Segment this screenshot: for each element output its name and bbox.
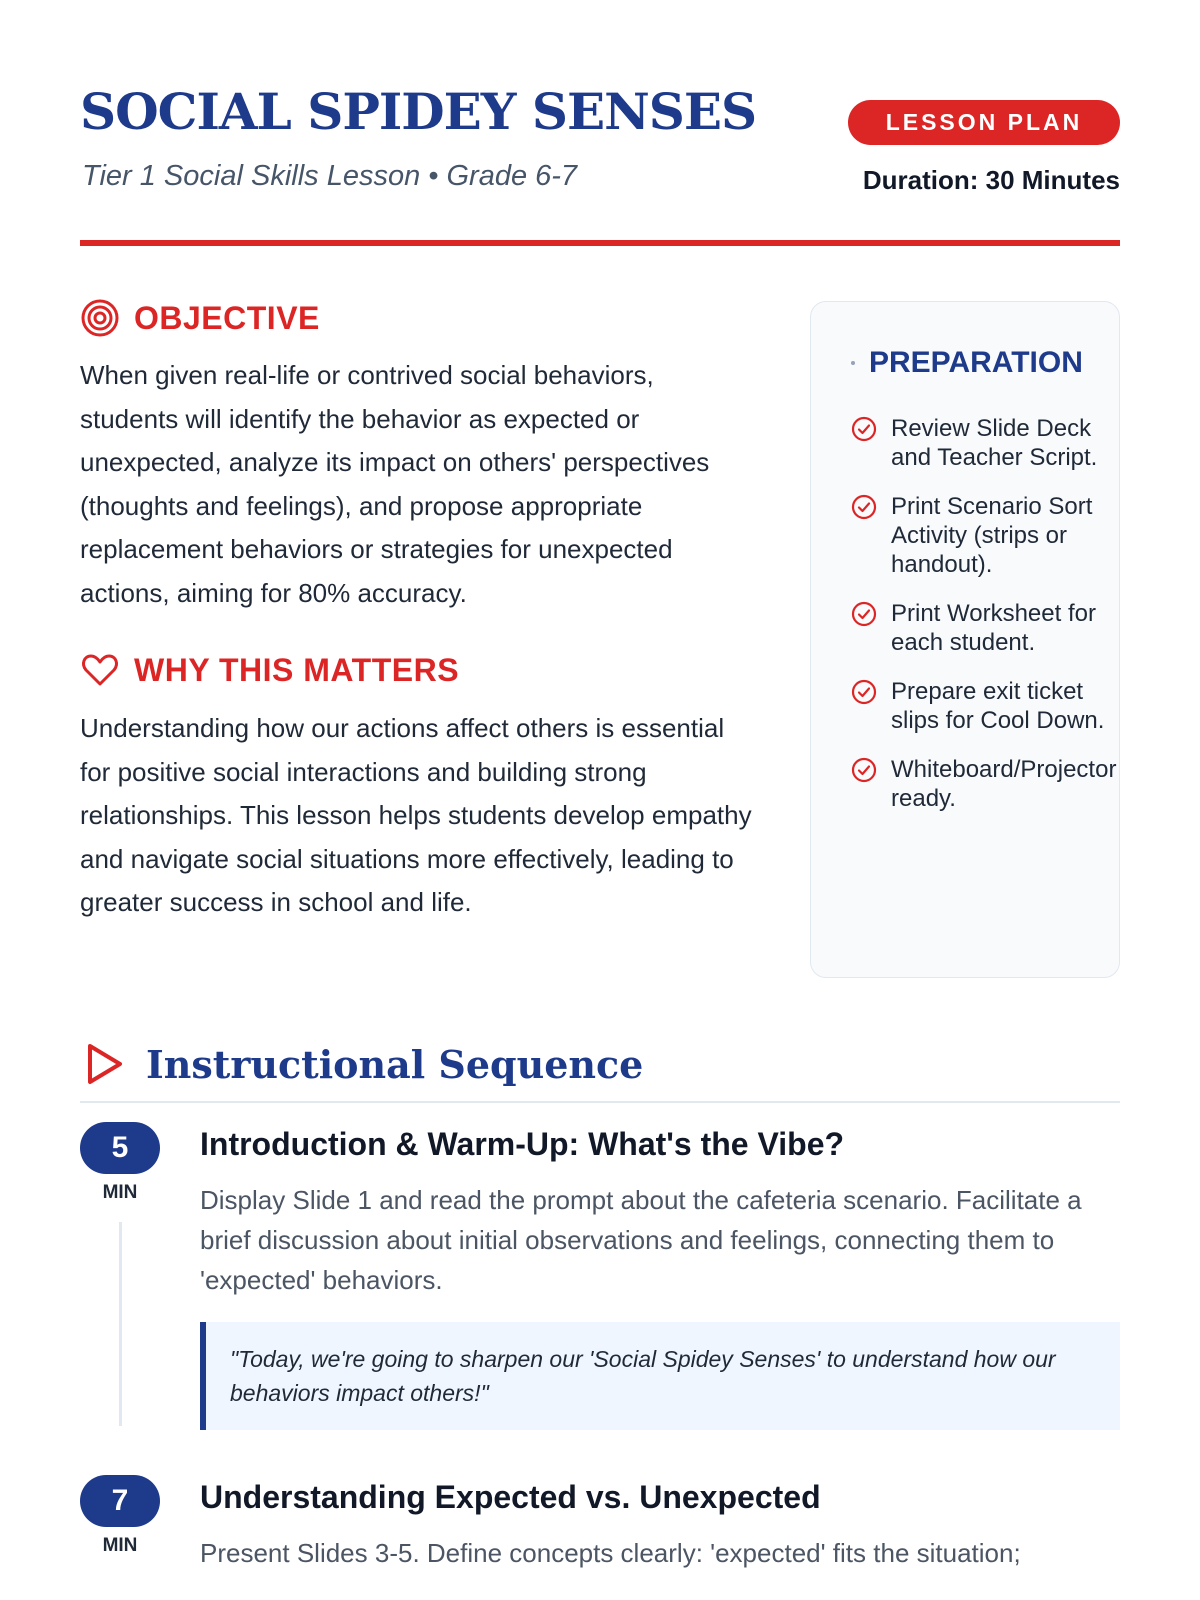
preparation-item xyxy=(851,677,1141,735)
step-timeline-line xyxy=(119,1222,122,1426)
preparation-card xyxy=(810,301,1120,978)
step-description: Present Slides 3-5. Define concepts clearly: 'expected' fits the situation; xyxy=(200,1538,1021,1568)
why-header xyxy=(80,650,459,690)
step-minutes-unit: MIN xyxy=(102,1535,138,1556)
header-divider xyxy=(80,240,1120,246)
preparation-item-text: Prepare exit ticket slips for Cool Down. xyxy=(891,678,1105,734)
check-circle-icon xyxy=(851,416,877,442)
sequence-step xyxy=(80,1475,1120,1600)
objective-heading: OBJECTIVE xyxy=(134,299,320,336)
step-title: Understanding Expected vs. Unexpected xyxy=(200,1479,821,1515)
page-subtitle: Tier 1 Social Skills Lesson • Grade 6-7 xyxy=(82,160,578,192)
duration-label: Duration: 30 Minutes xyxy=(862,165,1120,195)
preparation-item xyxy=(851,599,1141,657)
check-circle-icon xyxy=(851,494,877,520)
preparation-item-text: Print Worksheet for each student. xyxy=(891,600,1096,656)
page-title: SOCIAL SPIDEY SENSES xyxy=(80,82,757,141)
preparation-header xyxy=(851,346,1083,380)
step-minutes-badge: 7 xyxy=(80,1475,160,1527)
step-minutes-badge: 5 xyxy=(80,1122,160,1174)
heart-icon xyxy=(80,650,120,690)
sequence-step xyxy=(80,1122,1120,1452)
preparation-list xyxy=(851,414,1141,833)
step-minutes-unit: MIN xyxy=(102,1182,138,1203)
preparation-item xyxy=(851,492,1141,579)
target-icon xyxy=(80,298,120,338)
check-circle-icon xyxy=(851,757,877,783)
check-circle-icon xyxy=(851,679,877,705)
preparation-item xyxy=(851,755,1141,813)
preparation-item-text: Review Slide Deck and Teacher Script. xyxy=(891,415,1098,471)
sequence-divider xyxy=(80,1101,1120,1103)
objective-text: When given real-life or contrived social behaviors, students will identify the behavior as expected or unexpected, analyze its impact on others' perspectives (thoughts and feelings), and propose appropriate replacement behaviors or strategies for unexpected actions, aiming for 80% accuracy. xyxy=(80,360,710,608)
objective-header xyxy=(80,298,320,338)
preparation-item-text: Whiteboard/Projector ready. xyxy=(891,756,1117,812)
preparation-item-text: Print Scenario Sort Activity (strips or handout). xyxy=(891,493,1093,578)
lesson-plan-badge: LESSON PLAN xyxy=(848,100,1120,145)
why-text: Understanding how our actions affect others is essential for positive social interactions and building strong relationships. This lesson helps students develop empathy and navigate social situations more effectively, leading to greater success in school and life. xyxy=(80,713,752,917)
preparation-heading: PREPARATION xyxy=(869,346,1083,379)
step-title: Introduction & Warm-Up: What's the Vibe? xyxy=(200,1126,845,1162)
sequence-heading: Instructional Sequence xyxy=(146,1041,644,1087)
sequence-header xyxy=(80,1040,643,1088)
teacher-script-quote: "Today, we're going to sharpen our 'Social Spidey Senses' to understand how our behaviors impact others!" xyxy=(200,1322,1120,1430)
bullet-dot-icon xyxy=(851,361,855,365)
preparation-item xyxy=(851,414,1141,472)
check-circle-icon xyxy=(851,601,877,627)
step-description: Display Slide 1 and read the prompt about the cafeteria scenario. Facilitate a brief discussion about initial observations and feelings, connecting them to 'expected' behaviors. xyxy=(200,1185,1082,1295)
why-heading: WHY THIS MATTERS xyxy=(134,651,460,688)
play-icon xyxy=(80,1040,128,1088)
lesson-plan-page xyxy=(80,0,1120,1600)
